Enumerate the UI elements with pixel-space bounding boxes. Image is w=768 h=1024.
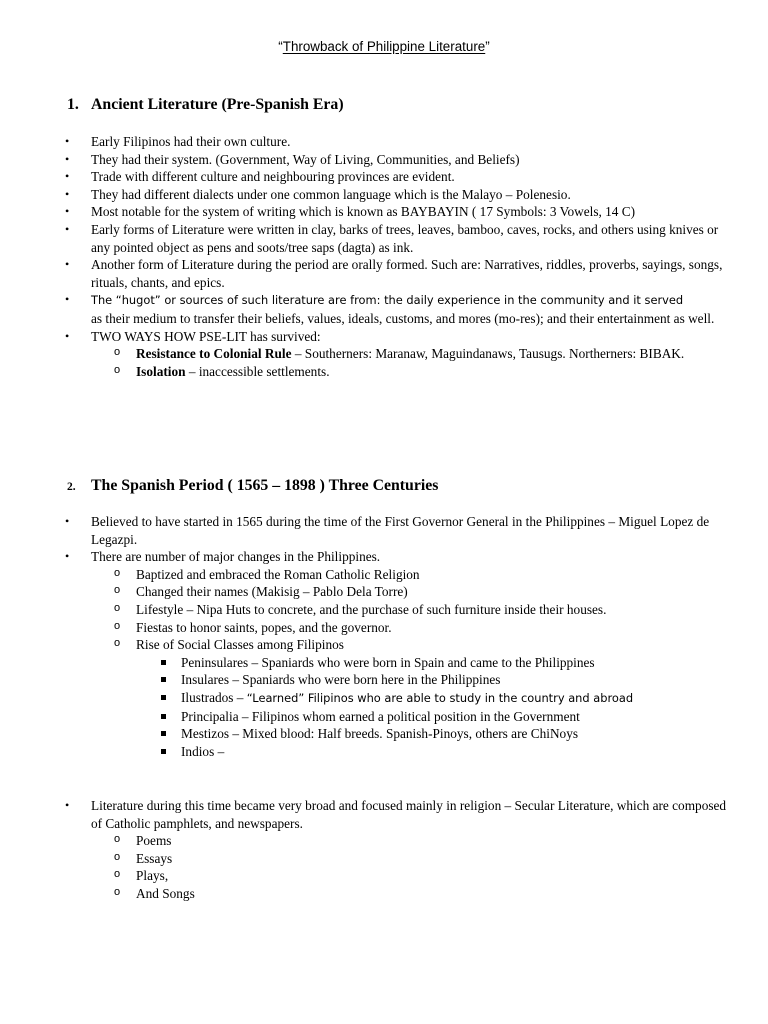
section-number: 1. xyxy=(67,96,79,113)
list-item xyxy=(0,151,768,169)
literature-bullet-list xyxy=(0,797,768,903)
sub-list-item-text: Plays, xyxy=(136,868,169,884)
survived-label: • TWO WAYS HOW PSE-LIT has survived: xyxy=(91,328,321,344)
sub-list-item xyxy=(91,619,728,637)
survived-term: Resistance to Colonial Rule xyxy=(136,346,292,362)
list-item-text: • Early forms of Literature were written in clay, barks of trees, leaves, bamboo, caves, rocks, and others using knives or any pointed object as pens and soots/tree saps (dagta) as ink. xyxy=(91,221,719,255)
sub-list-item xyxy=(91,363,728,381)
title-text: Throwback of Philippine Literature xyxy=(282,39,486,54)
list-item xyxy=(0,291,768,327)
hugot-lead-text: The “hugot” or sources of such literature are from: the daily experience in the community and it served xyxy=(91,293,684,308)
list-item xyxy=(0,797,768,903)
title-close-quote: ” xyxy=(485,39,490,54)
sub-list-item xyxy=(91,636,728,760)
sub-list-item xyxy=(91,850,728,868)
class-item-text: Principalia – Filipinos whom earned a political position in the Government xyxy=(181,708,580,724)
list-item xyxy=(0,548,768,760)
sub-list-item-text: Poems xyxy=(136,833,172,849)
list-item xyxy=(0,328,768,381)
list-item xyxy=(0,256,768,291)
class-item-text: Indios – xyxy=(181,743,225,759)
class-item xyxy=(136,654,728,672)
literature-forms-list xyxy=(91,832,728,902)
hugot-rest-text: as their medium to transfer their beliefs, values, ideals, customs, and mores (mo-res); and their entertainment as well. xyxy=(91,310,715,326)
ilustrados-rest: “Learned” Filipinos who are able to study in the country and abroad xyxy=(246,690,634,705)
changes-sublist xyxy=(91,566,728,761)
survived-desc: – inaccessible settlements. xyxy=(185,363,330,379)
sub-list-item-text: And Songs xyxy=(136,885,195,901)
section-heading-text: Ancient Literature (Pre-Spanish Era) xyxy=(91,96,344,113)
sub-list-item xyxy=(91,345,728,363)
section-heading-ancient xyxy=(67,95,344,115)
list-item xyxy=(0,186,768,204)
sub-list-item-text: Lifestyle – Nipa Huts to concrete, and the purchase of such furniture inside their houses. xyxy=(136,601,607,617)
list-item-text: • Literature during this time became very broad and focused mainly in religion – Secular Literature, which are composed of Catholic pamphlets, and newspapers. xyxy=(91,798,727,831)
spanish-bullet-list xyxy=(0,513,768,760)
sub-list-item xyxy=(91,601,728,619)
page-title xyxy=(0,38,768,56)
survived-desc: – Southerners: Maranaw, Maguindanaws, Tausugs. Northerners: BIBAK. xyxy=(291,346,685,362)
class-item-text: Insulares – Spaniards who were born here in the Philippines xyxy=(181,672,501,688)
list-item-text: • Early Filipinos had their own culture. xyxy=(91,134,291,149)
list-item-text: • Trade with different culture and neighbouring provinces are evident. xyxy=(91,169,455,185)
social-classes-list xyxy=(136,654,728,761)
section-number: 2. xyxy=(67,481,76,493)
list-item xyxy=(0,168,768,186)
class-item xyxy=(136,689,728,708)
list-item-text: • They had different dialects under one common language which is the Malayo – Polenesio. xyxy=(91,186,571,202)
survived-sublist xyxy=(91,345,728,380)
sub-list-item-text: Changed their names (Makisig – Pablo Dela Torre) xyxy=(136,584,408,600)
list-item-text: • Believed to have started in 1565 during the time of the First Governor General in the Philippines – Miguel Lopez de Legazpi. xyxy=(91,514,710,547)
sub-list-item-text: Rise of Social Classes among Filipinos xyxy=(136,637,344,653)
survived-term: Isolation xyxy=(136,363,186,379)
class-item xyxy=(136,743,728,761)
list-item-text: • Most notable for the system of writing which is known as BAYBAYIN ( 17 Symbols: 3 Vowels, 14 C) xyxy=(91,204,636,220)
class-item xyxy=(136,671,728,689)
sub-list-item xyxy=(91,832,728,850)
sub-list-item xyxy=(91,583,728,601)
list-item xyxy=(0,203,768,221)
list-item xyxy=(0,221,768,256)
class-item-text: Peninsulares – Spaniards who were born in Spain and came to the Philippines xyxy=(181,654,595,670)
sub-list-item xyxy=(91,885,728,903)
title-open-quote: “ xyxy=(278,39,283,54)
sub-list-item-text: Fiestas to honor saints, popes, and the governor. xyxy=(136,619,392,635)
ilustrados-lead: Ilustrados – xyxy=(181,689,244,705)
sub-list-item xyxy=(91,867,728,885)
list-item-text: • They had their system. (Government, Way of Living, Communities, and Beliefs) xyxy=(91,151,520,167)
list-item xyxy=(0,513,768,548)
class-item xyxy=(136,725,728,743)
sub-list-item-text: Essays xyxy=(136,850,173,866)
list-item-text: • Another form of Literature during the period are orally formed. Such are: Narratives, riddles, proverbs, sayings, songs, rituals, chants, and epics. xyxy=(91,257,723,290)
class-item-text: Mestizos – Mixed blood: Half breeds. Spanish-Pinoys, others are ChiNoys xyxy=(181,726,579,742)
sub-list-item xyxy=(91,566,728,584)
section-heading-spanish xyxy=(67,476,438,497)
class-item xyxy=(136,708,728,726)
list-item xyxy=(0,133,768,151)
sub-list-item-text: Baptized and embraced the Roman Catholic Religion xyxy=(136,566,420,582)
ancient-bullet-list xyxy=(0,133,768,380)
list-item-text: • There are number of major changes in the Philippines. xyxy=(91,549,381,565)
section-heading-text: The Spanish Period ( 1565 – 1898 ) Three Centuries xyxy=(91,477,439,494)
